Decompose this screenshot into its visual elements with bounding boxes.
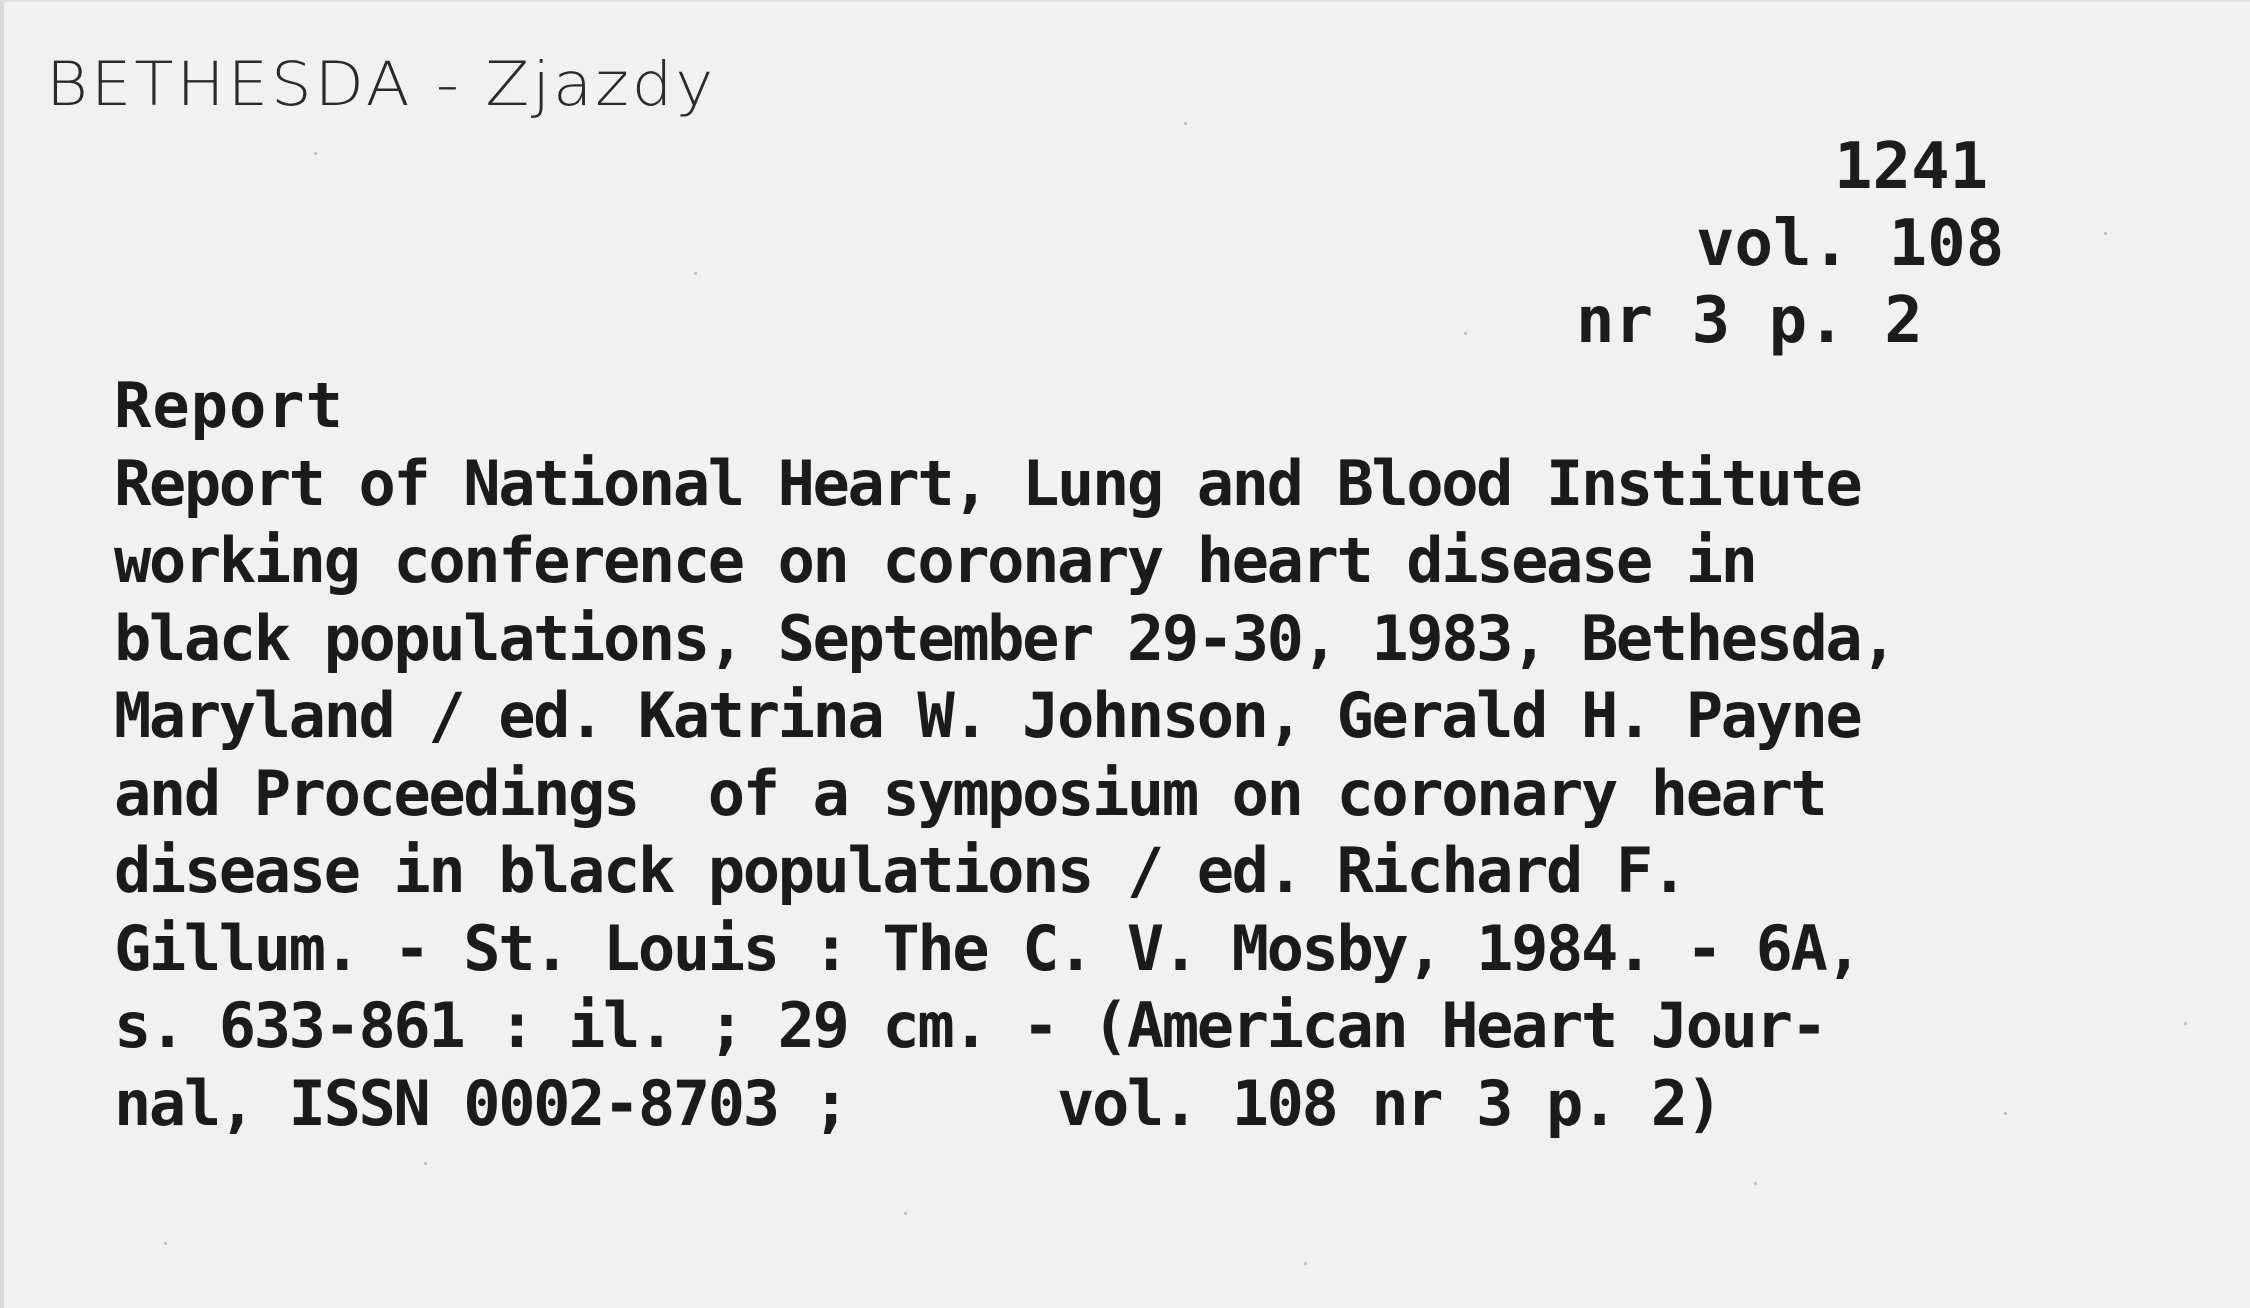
call-number-line-3: nr 3 p. 2 — [1576, 284, 1923, 358]
dust-speck — [904, 1212, 907, 1215]
dust-speck — [694, 272, 697, 275]
dust-speck — [1464, 332, 1467, 335]
entry-line: Report of National Heart, Lung and Blood Institute — [114, 446, 1861, 520]
dust-speck — [314, 152, 317, 155]
dust-speck — [2104, 232, 2107, 235]
entry-line: black populations, September 29-30, 1983, Bethesda, — [114, 601, 1896, 675]
entry-line: disease in black populations / ed. Richard F. — [114, 834, 1686, 907]
entry-line: working conference on coronary heart disease in — [114, 524, 1756, 597]
dust-speck — [164, 1242, 167, 1245]
dust-speck — [424, 1162, 427, 1165]
call-number-line-1: 1241 — [1834, 130, 1989, 204]
entry-line: s. 633-861 : il. ; 29 cm. - (American Heart Jour- — [114, 989, 1826, 1062]
dust-speck — [1754, 1182, 1757, 1185]
bibliographic-entry — [114, 367, 2244, 1142]
entry-line: nal, ISSN 0002-8703 ; vol. 108 nr 3 p. 2) — [114, 1066, 1721, 1140]
call-number-line-2: vol. 108 — [1696, 207, 2005, 281]
dust-speck — [1184, 122, 1187, 125]
entry-line: Report — [114, 369, 344, 442]
entry-line: Gillum. - St. Louis : The C. V. Mosby, 1984. - 6A, — [114, 911, 1861, 985]
entry-line: Maryland / ed. Katrina W. Johnson, Gerald H. Payne — [114, 679, 1861, 752]
subject-heading: BETHESDA - Zjazdy — [46, 50, 717, 121]
dust-speck — [1304, 1262, 1307, 1265]
entry-line: and Proceedings of a symposium on coronary heart — [114, 756, 1826, 830]
